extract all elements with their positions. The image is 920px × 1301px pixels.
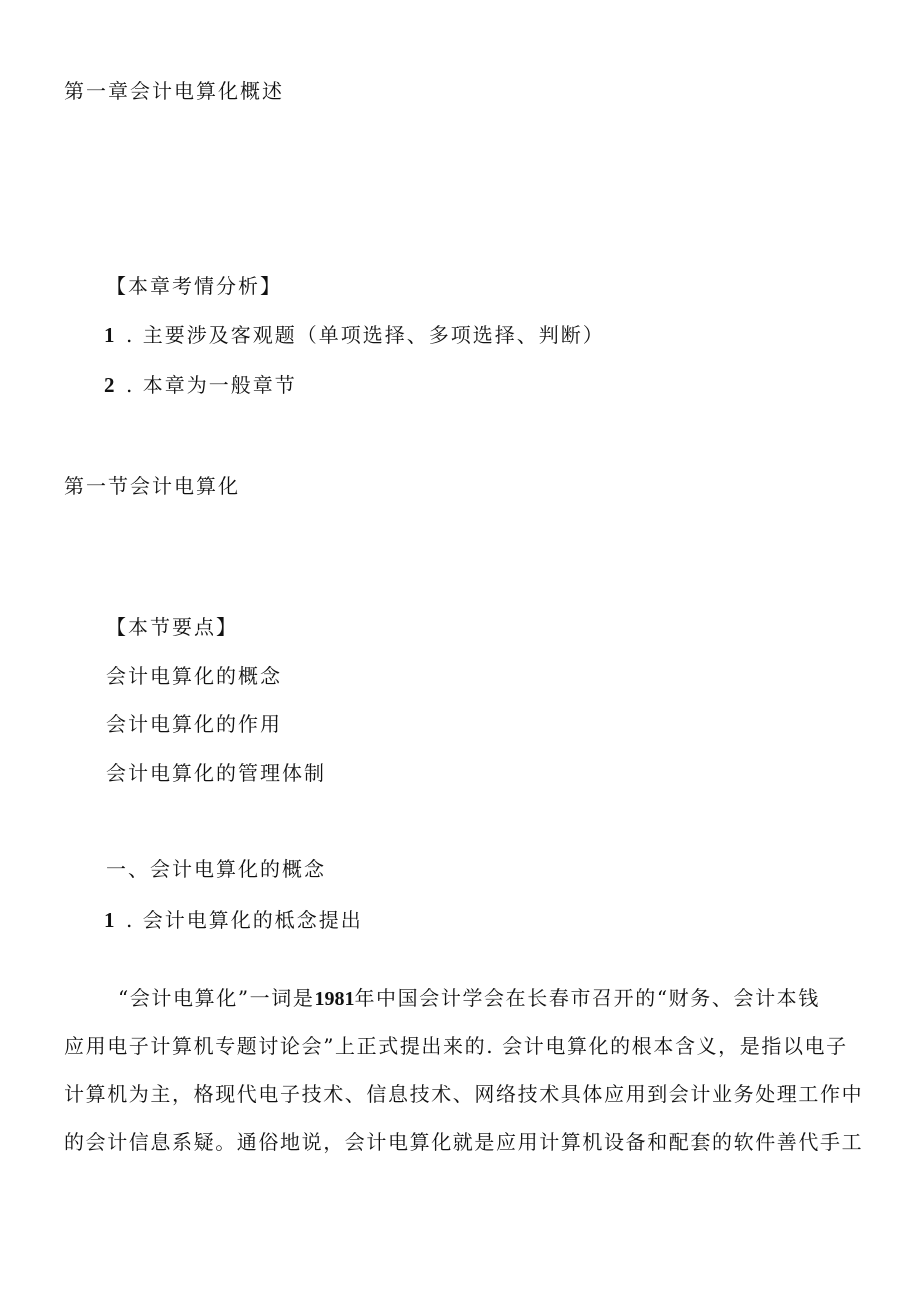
analysis-item-2-text: . 本章为一般章节 [126,373,297,397]
key-points-heading: 【本节要点】 [106,615,238,639]
analysis-heading: 【本章考情分析】 [106,274,282,298]
paragraph-line-1 [64,984,864,1032]
analysis-item-2 [104,371,297,399]
key-point-item: 会计电算化的概念 [106,664,282,688]
analysis-item-1-text: . 主要涉及客观题（单项选择、多项选择、判断） [126,323,605,347]
paragraph-line-4: 的会计信息系疑。通俗地说，会计电算化就是应用计算机设备和配套的软件善代手工 [64,1130,864,1154]
paragraph-line-1-pre: “会计电算化”一词是 [118,986,315,1010]
paragraph-line-2: 应用电子计算机专题讨论会”上正式提出来的. 会计电算化的根本含义，是指以电子 [64,1034,848,1058]
paragraph-line-3: 计算机为主，格现代电子技术、信息技术、网络技术具体应用到会计业务处理工作中 [64,1082,864,1106]
analysis-item-2-number: 2 [104,373,115,397]
chapter-title: 第一章会计电算化概述 [64,79,284,103]
subsection-title: 一、会计电算化的概念 [106,857,326,881]
analysis-item-1 [104,321,605,349]
key-point-item: 会计电算化的作用 [106,712,282,736]
paragraph-year: 1981 [314,988,355,1010]
body-paragraph [64,984,864,1176]
subitem [104,906,363,934]
subitem-text: . 会计电算化的柢念提出 [126,908,363,932]
key-point-item: 会计电算化的管理体制 [106,761,326,785]
subitem-number: 1 [104,908,115,932]
paragraph-line-1-post: 年中国会计学会在长春市召开的“财务、会计本钱 [354,986,820,1010]
analysis-item-1-number: 1 [104,323,115,347]
section-title: 第一节会计电算化 [64,474,240,498]
